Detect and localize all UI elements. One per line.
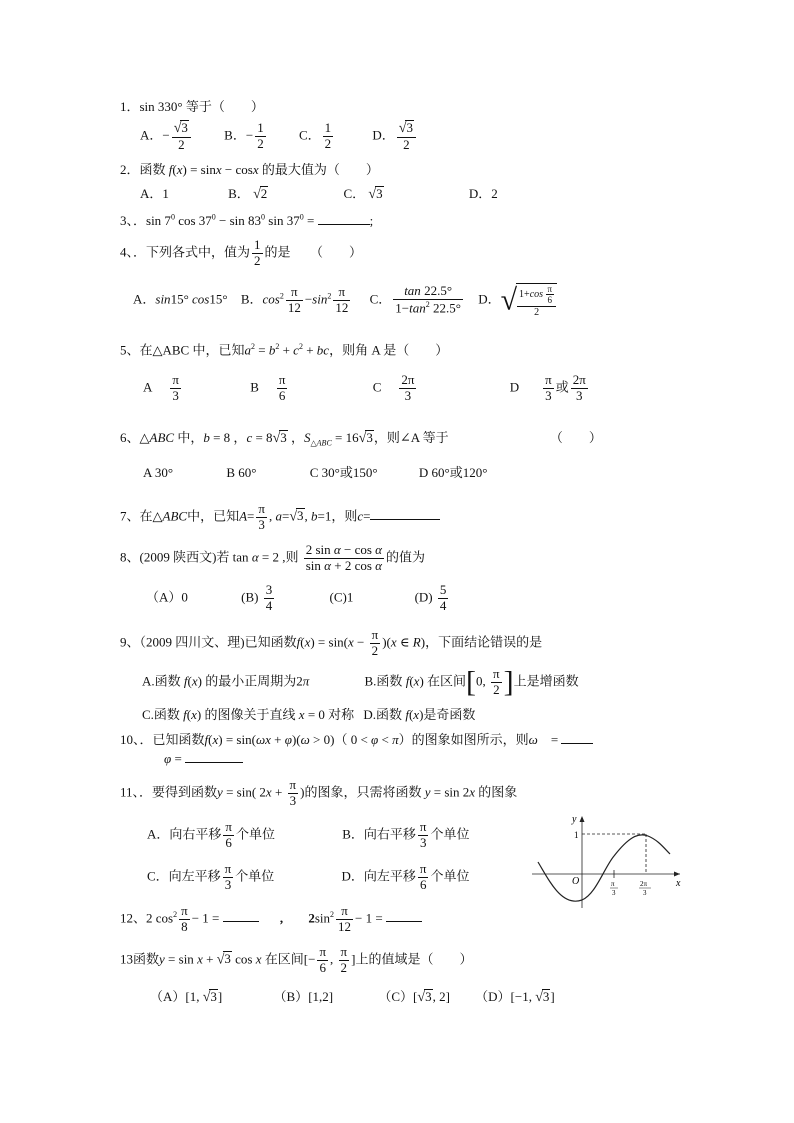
q7-stem: 7、在△ABC中，已知A= $\frac{\pi}{3}$ , a=√3, b=1，则c= [120, 502, 440, 533]
q5-stem: 5、在△ABC 中，已知$a^2 = b^2 + c^2$ + bc，则角 A 是（ ） [120, 342, 449, 358]
q12-stem: 12、2 $\cos^2$ $\frac{\pi}{8}$ − 1 = , $2\sin^2$ $\frac{\pi}{12}$ − 1 = [120, 904, 422, 935]
q4-options: A．sin15° cos15° B．$\cos^2$ $\frac{\pi}{12}$ $-\sin^2$ $\frac{\pi}{12}$ C． $\frac{\tan 22.5^\circ}{1-\tan^2 22.5^\circ}$ D．√ 1+cos $\frac{\pi}{6}$ 2 [133, 283, 557, 318]
q11-options-cd: C．向左平移 $\frac{\pi}{3}$ 个单位 D．向左平移 $\frac{\pi}{6}$ 个单位 [147, 861, 470, 892]
q11-options-ab: A．向右平移 $\frac{\pi}{6}$ 个单位 B．向右平移 $\frac{\pi}{3}$ 个单位 [147, 819, 470, 850]
tick2-num: 2π [640, 880, 648, 888]
one-label: 1 [574, 830, 579, 840]
q10-stem: 10、．已知函数f(x) = sin(ωx + φ)(ω > 0)（ 0 < φ < π）的图象如图所示，则ω = [120, 731, 593, 746]
q2-stem: 2．函数 f(x) = sinx − cosx 的最大值为（ ） [120, 162, 379, 177]
y-axis-arrow [580, 816, 585, 822]
q5-options: A $\frac{\pi}{3}$ B $\frac{\pi}{6}$ C $\frac{2\pi}{3}$ D $\frac{\pi}{3}$ 或 $\frac{2\pi}{3}$ [143, 372, 586, 403]
q6-options: A 30° B 60° C 30°或150° D 60°或120° [143, 465, 488, 480]
q7-blank[interactable] [370, 507, 440, 520]
q12-blank-1[interactable] [223, 909, 259, 922]
q10-phi: φ = [164, 750, 243, 765]
x-label: x [676, 878, 681, 889]
q8-stem: 8、(2009 陕西文)若 tan α = 2 ,则 $\frac{\text{2 sin α − cos α}}{\text{sin α + 2 cos α}}$ 的值为 [120, 542, 425, 573]
q10-sine-graph [530, 812, 686, 912]
q8-options: （A）0 (B) $\frac{3}{4}$ (C)1 (D) $\frac{5}{4}$ [146, 582, 447, 613]
q1-options: A．− $\frac{√3}{2}$ B．− $\frac{1}{2}$ C． $\frac{1}{2}$ D． $\frac{√3}{2}$ [140, 120, 418, 153]
tick2-den: 3 [643, 889, 647, 897]
q10-omega-blank[interactable] [561, 731, 593, 744]
origin-label: O [572, 876, 580, 887]
q12-blank-2[interactable] [386, 909, 422, 922]
q10-phi-blank[interactable] [185, 750, 243, 763]
q9-options-ab: A.函数 f(x) 的最小正周期为2π B.函数 f(x) 在区间[0, $\frac{\pi}{2}$ ]上是增函数 [142, 665, 579, 699]
q4-stem: 4、．下列各式中，值为 $\frac{1}{2}$ 的是 （ ） [120, 237, 363, 268]
sine-curve [538, 835, 670, 901]
x-axis-arrow [674, 872, 680, 877]
q13-stem: 13函数y = sin x + √3 cos x 在区间[− $\frac{\pi}{6}$ , $\frac{\pi}{2}$ ]上的值域是（ ） [120, 944, 473, 975]
y-label: y [572, 814, 577, 825]
q1-stem: 1．sin 330° 等于（ ） [120, 99, 264, 114]
q9-options-cd: C.函数 f(x) 的图像关于直线 x = 0 对称 D.函数 f(x)是奇函数 [142, 707, 476, 722]
tick1-den: 3 [612, 889, 616, 897]
q13-options: （A）[1, √3] （B）[1,2] （C）[√3, 2] （D）[−1, √3] [150, 989, 555, 1005]
q3-blank[interactable] [318, 212, 370, 225]
q11-stem: 11、．要得到函数y = sin( 2x + $\frac{\pi}{3}$ )的图象，只需将函数 y = sin 2x 的图象 [120, 777, 518, 808]
q2-options: A．1 B． √2 C． √3 D．2 [140, 186, 498, 202]
q6-stem: 6、△ABC 中，b = 8 ，c = 8√3 ，$S_{\triangle ABC} = 16√3$，则∠A 等于 （ ） [120, 430, 602, 448]
q9-stem: 9、（2009 四川文、理)已知函数f(x) = sin(x − $\frac{\pi}{2}$ )(x ∈ R)，下面结论错误的是 [120, 627, 543, 658]
q3-stem: 3、．$\sin 7^0$ $\cos 37^0 - \sin 83^0$ $\sin 37^0$ = ; [120, 212, 374, 228]
tick1-num: π [611, 880, 615, 888]
